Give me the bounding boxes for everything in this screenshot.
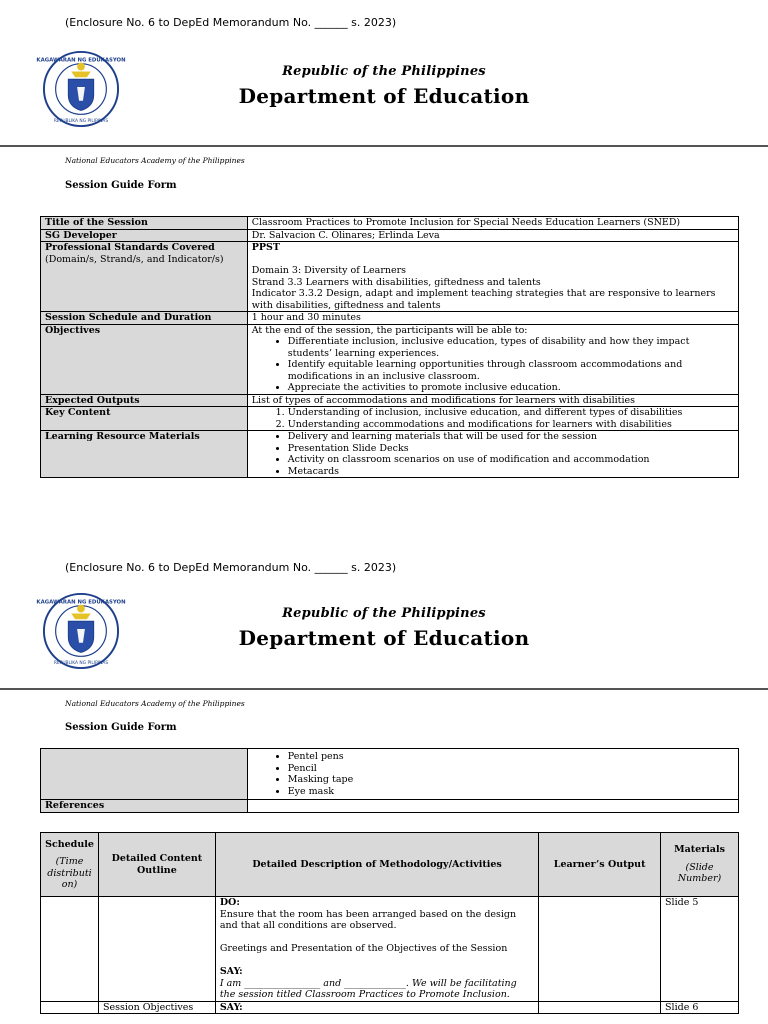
objectives-intro: At the end of the session, the participants will be able to: bbox=[251, 324, 528, 336]
table-row bbox=[41, 407, 739, 431]
standards-sublabel: (Domain/s, Strand/s, and Indicator/s) bbox=[45, 253, 224, 265]
table-row bbox=[41, 897, 739, 1002]
form-title: Session Guide Form bbox=[65, 180, 177, 191]
list-item: • Masking tape bbox=[288, 774, 734, 786]
list-item: • Differentiate inclusion, inclusive education, types of disability and how they impact students’ learning experiences. bbox=[288, 336, 734, 359]
republic-heading: Republic of the Philippines bbox=[282, 64, 486, 79]
academy-name: National Educators Academy of the Philippines bbox=[65, 699, 245, 708]
table-row bbox=[41, 217, 739, 230]
references-label: References bbox=[41, 800, 248, 813]
table-row bbox=[41, 229, 739, 242]
outputs-value: List of types of accommodations and modifications for learners with disabilities bbox=[247, 394, 738, 407]
developer-value: Dr. Salvacion C. Olinares; Erlinda Leva bbox=[247, 229, 738, 242]
developer-label: SG Developer bbox=[41, 229, 248, 242]
standards-strand: Strand 3.3 Learners with disabilities, giftedness and talents bbox=[251, 276, 541, 288]
schedule-value: 1 hour and 30 minutes bbox=[247, 312, 738, 325]
republic-heading: Republic of the Philippines bbox=[282, 606, 486, 621]
slide-number: Slide 5 bbox=[661, 897, 739, 1002]
lrm-label: Learning Resource Materials bbox=[41, 431, 248, 478]
greetings-text: Greetings and Presentation of the Objectives of the Session bbox=[219, 943, 508, 954]
list-item: • Appreciate the activities to promote inclusive education. bbox=[288, 382, 734, 394]
key-content-list bbox=[252, 407, 734, 430]
department-heading: Department of Education bbox=[238, 626, 530, 650]
materials-list bbox=[252, 751, 734, 797]
do-text: Ensure that the room has been arranged based on the design and that all conditions are observed. bbox=[219, 908, 517, 931]
svg-text:REPUBLIKA NG PILIPINAS: REPUBLIKA NG PILIPINAS bbox=[53, 661, 109, 667]
schedule-label: Session Schedule and Duration bbox=[41, 312, 248, 325]
header-divider bbox=[0, 688, 768, 690]
references-value bbox=[247, 800, 738, 813]
lrm-list bbox=[252, 431, 734, 477]
form-title: Session Guide Form bbox=[65, 722, 177, 733]
table-row bbox=[41, 324, 739, 394]
svg-text:KAGAWARAN NG EDUKASYON: KAGAWARAN NG EDUKASYON bbox=[36, 57, 126, 64]
header-divider bbox=[0, 145, 768, 147]
table-row bbox=[41, 394, 739, 407]
objectives-list bbox=[252, 336, 734, 394]
slide-number: Slide 6 bbox=[661, 1001, 739, 1014]
output-header: Learner’s Output bbox=[539, 833, 661, 897]
svg-text:REPUBLIKA NG PILIPINAS: REPUBLIKA NG PILIPINAS bbox=[53, 119, 109, 125]
enclosure-note: (Enclosure No. 6 to DepEd Memorandum No. ______ s. 2023) bbox=[65, 561, 397, 574]
enclosure-note: (Enclosure No. 6 to DepEd Memorandum No. ______ s. 2023) bbox=[65, 16, 397, 29]
standards-domain: Domain 3: Diversity of Learners bbox=[251, 265, 407, 276]
table-row bbox=[41, 312, 739, 325]
list-item: • Eye mask bbox=[288, 786, 734, 798]
list-item: • Activity on classroom scenarios on use of modification and accommodation bbox=[288, 454, 734, 466]
session-info-table bbox=[40, 216, 739, 478]
say-label: SAY: bbox=[219, 966, 243, 977]
title-label: Title of the Session bbox=[41, 217, 248, 230]
objectives-label: Objectives bbox=[41, 324, 248, 394]
table-header-row bbox=[41, 833, 739, 897]
outline-cell: Session Objectives bbox=[98, 1001, 215, 1014]
title-value: Classroom Practices to Promote Inclusion for Special Needs Education Learners (SNED) bbox=[247, 217, 738, 230]
schedule-table bbox=[40, 832, 739, 1014]
academy-name: National Educators Academy of the Philippines bbox=[65, 156, 245, 165]
outputs-label: Expected Outputs bbox=[41, 394, 248, 407]
standards-ppst: PPST bbox=[251, 242, 280, 253]
list-item: • Presentation Slide Decks bbox=[288, 443, 734, 455]
methodology-header: Detailed Description of Methodology/Activities bbox=[215, 833, 538, 897]
list-item: 2. Understanding accommodations and modifications for learners with disabilities bbox=[288, 419, 734, 431]
materials-subheader: (Slide Number) bbox=[677, 861, 722, 885]
key-content-label: Key Content bbox=[41, 407, 248, 431]
say-label: SAY: bbox=[215, 1001, 538, 1014]
list-item: • Metacards bbox=[288, 466, 734, 478]
list-item: • Pencil bbox=[288, 763, 734, 775]
department-heading: Department of Education bbox=[238, 84, 530, 108]
outline-header: Detailed Content Outline bbox=[98, 833, 215, 897]
table-row bbox=[41, 431, 739, 478]
do-label: DO: bbox=[219, 897, 240, 908]
table-row bbox=[41, 1001, 739, 1014]
table-row bbox=[41, 242, 739, 312]
schedule-header: Schedule bbox=[45, 838, 94, 850]
materials-continued-table bbox=[40, 748, 739, 813]
schedule-subheader: (Time distributi on) bbox=[47, 856, 92, 890]
standards-label: Professional Standards Covered bbox=[45, 242, 215, 253]
materials-header: Materials bbox=[674, 844, 725, 856]
list-item: • Delivery and learning materials that will be used for the session bbox=[288, 431, 734, 443]
list-item: • Identify equitable learning opportunities through classroom accommodations and modifications in an inclusive classroom. bbox=[288, 359, 734, 382]
table-row bbox=[41, 749, 739, 800]
list-item: 1. Understanding of inclusion, inclusive education, and different types of disabilities bbox=[288, 407, 734, 419]
svg-text:KAGAWARAN NG EDUKASYON: KAGAWARAN NG EDUKASYON bbox=[36, 599, 126, 606]
say-text: I am ________________ and _____________. We will be facilitating the session titled Classroom Practices to Promote Inclusion. bbox=[219, 977, 517, 1000]
table-row bbox=[41, 800, 739, 813]
list-item: • Pentel pens bbox=[288, 751, 734, 763]
standards-indicator: Indicator 3.3.2 Design, adapt and implement teaching strategies that are responsive to learners with disabilities, giftedness and talents bbox=[251, 288, 716, 311]
